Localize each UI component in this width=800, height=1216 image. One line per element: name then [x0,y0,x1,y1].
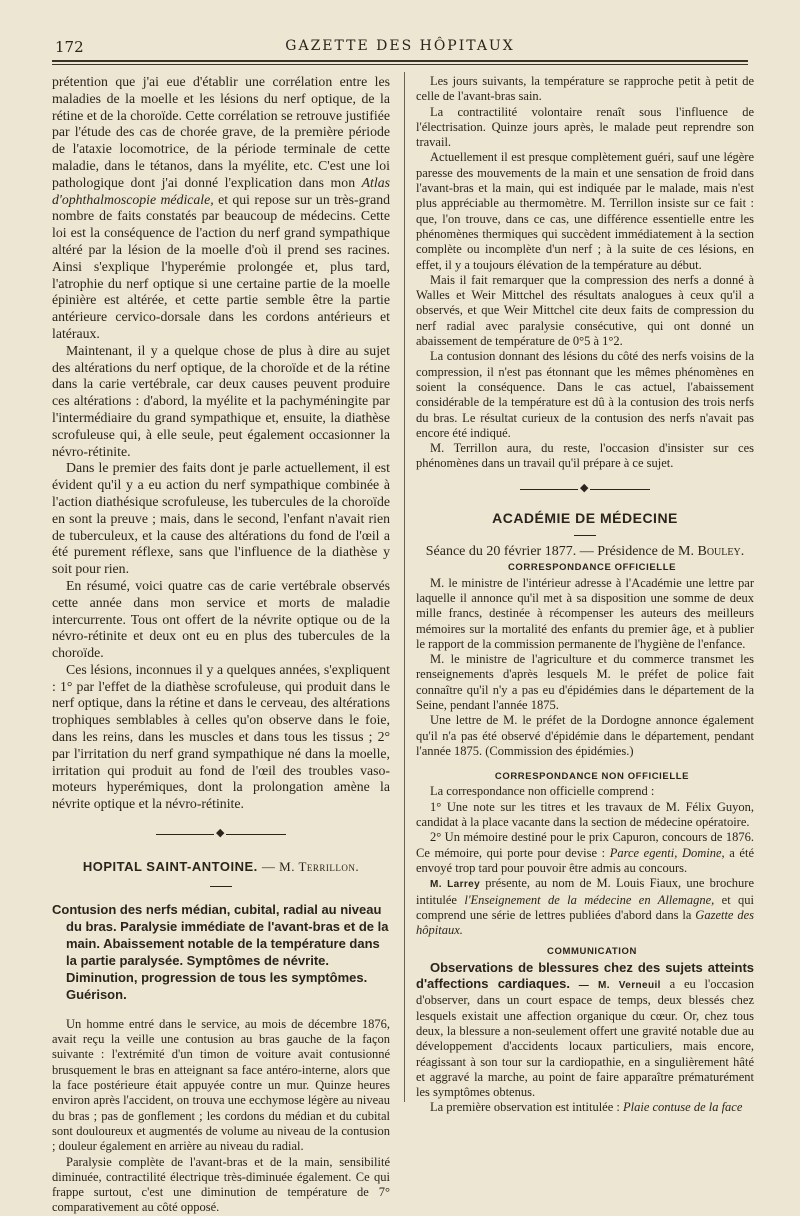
short-rule [210,886,232,887]
doctor-name: — M. Terrillon. [261,859,360,875]
case-title-text: Contusion des nerfs médian, cubital, radial au niveau du bras. Paralysie immédiate de l'avant-bras et de la main. Abaissement notable de la température dans la partie paralysée. Symptômes de névrite. Diminution, progression de tous les symptômes. Guérison. [52,901,389,1002]
paragraph: M. le ministre de l'intérieur adresse à l'Académie une lettre par laquelle il annonce qu'il met à sa disposition une somme de deux mille francs, destinée à récompenser les auteurs des meilleurs mémoires sur la mortalité des enfants du premier âge, et à publier le rapport de la commission permanente de l'hygiène de l'enfance. [416,575,754,651]
paragraph: Paralysie complète de l'avant-bras et de la main, sensibilité diminuée, contractilité électrique très-diminuée également. Ce qui frappe surtout, c'est une diminution de température de 7° comparativement au côté opposé. [52,1154,390,1215]
paragraph [416,1100,754,1115]
nonofficial-correspondence-heading: CORRESPONDANCE NON OFFICIELLE [494,771,690,783]
hospital-heading [52,859,390,876]
paragraph [416,830,754,876]
page-number: 172 [55,38,84,56]
text: et qui repose sur un très-grand nombre de faits constatés par beaucoup de médecins. Cette loi est la conséquence de l'action du nerf grand sympathique altéré par la lésion de la moelle d'où il prend ses racines. Ainsi s'explique l'hyperémie prolongée et, plus tard, l'atrophie du nerf optique si une certaine partie de la moelle épinière est altérée, et cette partie semble être la partie antérieure cervico-dorsale dans les cordons antérieurs et latéraux. [52,191,390,341]
text: présente, au nom de M. Louis Fiaux, une brochure intitulée [416,876,754,907]
speaker-name: M. Larrey [430,879,481,891]
running-title: GAZETTE DES HÔPITAUX [285,38,515,54]
paragraph: Maintenant, il y a quelque chose de plus à dire au sujet des altérations du nerf optique, de la choroïde et de la rétine dans la carie vertébrale, car deux causes peuvent produire ces altérations : d'abord, la myélite et la pachyméningite par l'intermédiaire du grand sympathique et, ensuite, la diathèse scrofuleuse qui, à elle seule, peut également occasionner la névro-rétinite. [52,342,390,459]
paragraph [52,74,390,343]
text: 2° Un mémoire destiné pour le prix Capuron, concours de 1876. Ce mémoire, qui porte pour devise : [416,830,754,860]
paragraph: Une lettre de M. le préfet de la Dordogne annonce également qu'il n'a pas été observé d'épidémie dans le département, pendant l'année 1875. (Commission des épidémies.) [416,713,754,758]
paragraph: La contractilité volontaire renaît sous l'influence de l'électrisation. Quinze jours après, le malade peut reprendre son travail. [416,104,754,150]
right-column [416,74,754,1116]
paragraph [416,876,754,938]
case-title [52,901,390,1003]
academy-body [416,560,754,1115]
president-name: Bouley. [697,543,745,559]
paragraph [416,960,754,1101]
motto: Parce egenti, Domine, [609,845,725,860]
section-separator [156,831,286,839]
book-title: Atlas d'ophthalmoscopie médicale, [52,174,390,207]
paragraph: M. le ministre de l'agriculture et du commerce transmet les renseignements d'après lesquels M. le préfet de police fait connaître qu'il n'y a pas eu d'épidémies dans le département de la Seine, pendant l'année 1875. [416,652,754,712]
paragraph: En résumé, voici quatre cas de carie vertébrale observés cette année dans mon service et morts de maladie intercurrente. Tous ont offert de la névrite optique ou de la névro-rétinite et deux ont eu en plus des tubercules de la choroïde. [52,577,390,661]
section-separator [520,486,650,494]
speaker-name: — M. Verneuil [578,980,661,992]
paragraph: La contusion donnant des lésions du côté des nerfs voisins de la compression, il n'est pas étonnant que les mêmes phénomènes en soient la conséquence. Dans le cas actuel, l'abaissement considérable de la température est dû à la contusion des trois nerfs du bras. Le résultat curieux de la contusion des nerfs n'avait pas encore été indiqué. [416,349,754,440]
official-correspondence-heading: CORRESPONDANCE OFFICIELLE [507,562,677,574]
communication-heading: COMMUNICATION [547,946,637,958]
paragraph: 1° Une note sur les titres et les travaux de M. Félix Guyon, candidat à la place vacante dans la section de médecine opératoire. [416,799,754,830]
session-line [416,544,754,561]
case-report-continued [416,74,754,472]
text: et qui comprend une série de lettres publiées d'abord dans la [416,892,755,922]
communication-title: Observations de blessures chez des sujets atteints d'affections cardiaques. [416,959,754,992]
header-rule-thin [52,64,748,65]
paragraph: La correspondance non officielle comprend : [430,784,655,799]
journal-name: Gazette des hôpitaux. [416,907,755,938]
paragraph: Les jours suivants, la température se rapproche petit à petit de celle de l'avant-bras sain. [416,74,754,104]
text: prétention que j'ai eue d'établir une corrélation entre les maladies de la moelle et les lésions du nerf optique, de la rétine et de la choroïde. Cette corrélation se retrouve justifiée par l'étude des cas de chorée grave, de la première période de l'ataxie locomotrice, de la période terminale de cette maladie, dans le tétanos, dans la myélite, etc. C'est une loi pathologique dont j'ai donné l'explication dans mon [52,74,390,190]
case-report [52,1017,390,1216]
paragraph: Ces lésions, inconnues il y a quelques années, s'expliquent : 1° par l'effet de la diathèse scrofuleuse, qui produit dans le nerf optique, dans la rétine et dans le cerveau, des altérations trophiques semblables à celles qu'on observe dans le foie, dans les reins, dans les muscles et dans tous les tissus ; 2° par l'irritation du nerf grand sympathique né dans la moelle, irritation qui produit au fond de l'œil des troubles vaso-moteurs hyperémiques, dont la prolongation amène la névrite optique et la névro-rétinite. [52,661,390,812]
paragraph: M. Terrillon aura, du reste, l'occasion d'insister sur ces phénomènes dans un travail qu'il prépare à ce sujet. [416,441,754,471]
academy-heading: ACADÉMIE DE MÉDECINE [492,509,678,526]
text: a eu l'occasion d'observer, dans un court espace de temps, deux blessés chez lesquels existait une affection organique du cœur. Or, chez tous deux, la blessure a non-seulement offert une gravité notable due au développement d'accidents locaux particuliers, mais encore, réagissant à son tour sur la cardiopathie, en a singulièrement hâté et aggravé la marche, au point de faire apparaître prématurément les symptômes obtenus. [416,977,754,1100]
paragraph: Dans le premier des faits dont je parle actuellement, il est évident qu'il y a eu action du nerf sympathique combinée à l'action diathésique scrofuleuse, les tubercules de la choroïde en sont la preuve ; mais, dans le second, l'enfant n'avait rien de tuberculeux, et la cause des altérations du fond de l'œil a été purement réflexe, sans que l'influence de la diathèse y soit pour rien. [52,460,390,577]
paragraph: Mais il fait remarquer que la compression des nerfs a donné à Walles et Weir Mittchel des résultats analogues à ceux qu'il a observés, et que Weir Mittchel cite deux faits de compression du nerf radial avec paralysie consécutive, qui ont donné un abaissement de température de 0°5 à 1°2. [416,272,754,349]
header-rule [52,60,748,62]
hospital-name: HOPITAL SAINT-ANTOINE. [82,859,258,875]
brochure-title: l'Enseignement de la médecine en Allemagne, [464,892,715,907]
session-date: Séance du 20 février 1877. — Présidence de M. [425,543,694,559]
paragraph: Un homme entré dans le service, au mois de décembre 1876, avait reçu la veille une contusion au bras gauche de la façon suivante : l'extrémité d'un timon de voiture avait contusionné brusquement le bras en atteignant sa face antéro-interne, alors que la face postérieure était appuyée contre un mur. Quinze heures environ après l'accident, on trouva une ecchymose légère au niveau du bras ; pas de gonflement ; les cordons du médian et du cubital sont douloureux et augmentés de volume au niveau de la contusion ; douleur également en arrière au niveau du radial. [52,1016,390,1154]
text: a été envoyé trop tard pour pouvoir être admis au concours. [416,845,754,875]
text: La première observation est intitulée : [430,1100,620,1115]
short-rule [574,535,596,536]
observation-title: Plaie contuse de la face [623,1100,743,1115]
left-column [52,74,390,1216]
paragraph: Actuellement il est presque complètement guéri, sauf une légère paresse des mouvements de la main et une sensation de froid dans l'avant-bras et la main, qui est indiquée par le malade, mais n'est plus appréciable au thermomètre. M. Terrillon insiste sur ce fait : que, l'on trouve, dans ce cas, une différence essentielle entre les phénomènes thermiques qui succèdent immédiatement à la section complète ou incomplète d'un nerf ; à la suite de ces lésions, en effet, il y a toujours élévation de la température au début. [416,150,754,272]
column-divider [404,72,405,1102]
